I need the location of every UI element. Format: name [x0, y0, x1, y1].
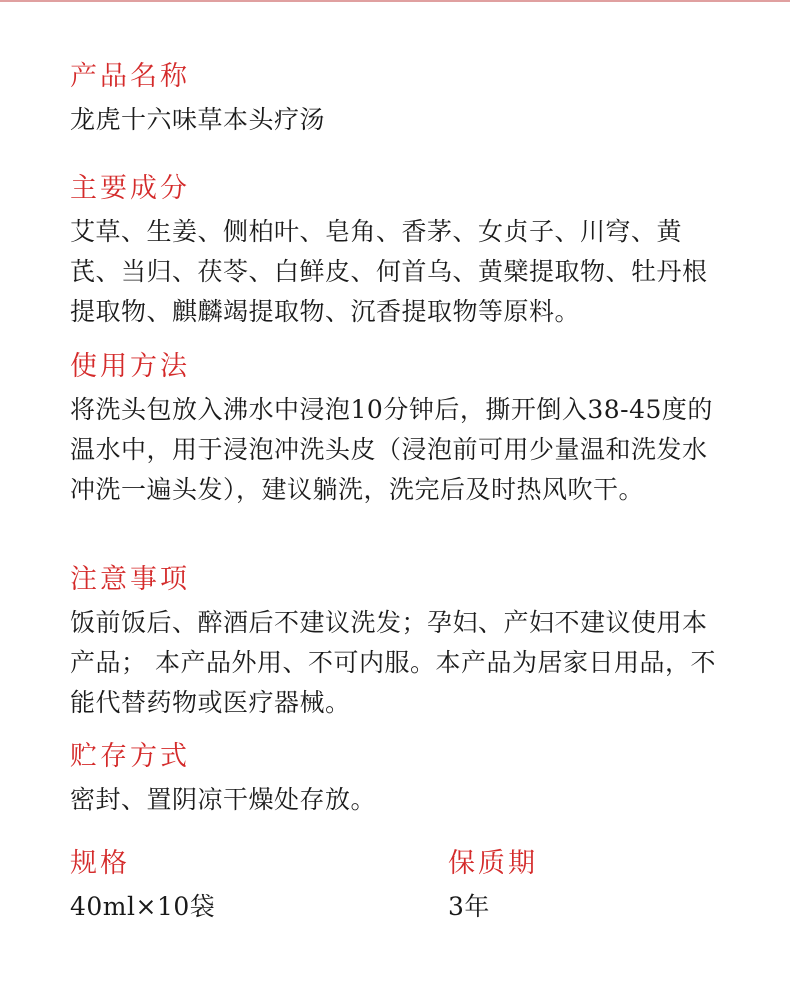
shelf-life-section [448, 847, 748, 927]
storage-heading: 贮存方式 [70, 741, 190, 772]
notes-heading: 注意事项 [70, 564, 190, 595]
spec-heading: 规格 [70, 848, 130, 879]
ingredients-heading: 主要成分 [70, 173, 190, 204]
ingredients-text: 艾草、生姜、侧柏叶、皂角、香茅、女贞子、川穹、黄芪、当归、茯苓、白鲜皮、何首乌、黄檗提取物、牡丹根提取物、麒麟竭提取物、沉香提取物等原料。 [70, 217, 708, 326]
product-name-heading: 产品名称 [70, 61, 190, 92]
usage-text: 将洗头包放入沸水中浸泡10分钟后，撕开倒入38-45度的温水中，用于浸泡冲洗头皮（浸泡前可用少量温和洗发水冲洗一遍头发），建议躺洗，洗完后及时热风吹干。 [70, 395, 713, 504]
spec-section [70, 847, 400, 927]
storage-text: 密封、置阴凉干燥处存放。 [70, 785, 377, 814]
notes-section [70, 563, 730, 723]
spec-text: 40ml×10袋 [70, 892, 216, 921]
storage-section [70, 740, 730, 820]
top-divider [0, 0, 790, 2]
notes-text: 饭前饭后、醉酒后不建议洗发；孕妇、产妇不建议使用本产品； 本产品外用、不可内服。本产品为居家日用品，不能代替药物或医疗器械。 [70, 608, 716, 717]
shelf-life-text: 3年 [448, 892, 490, 921]
product-name-section [70, 60, 730, 140]
usage-section [70, 350, 730, 510]
ingredients-section [70, 172, 730, 332]
product-name-text: 龙虎十六味草本头疗汤 [70, 105, 326, 134]
usage-heading: 使用方法 [70, 351, 190, 382]
shelf-life-heading: 保质期 [448, 848, 538, 879]
